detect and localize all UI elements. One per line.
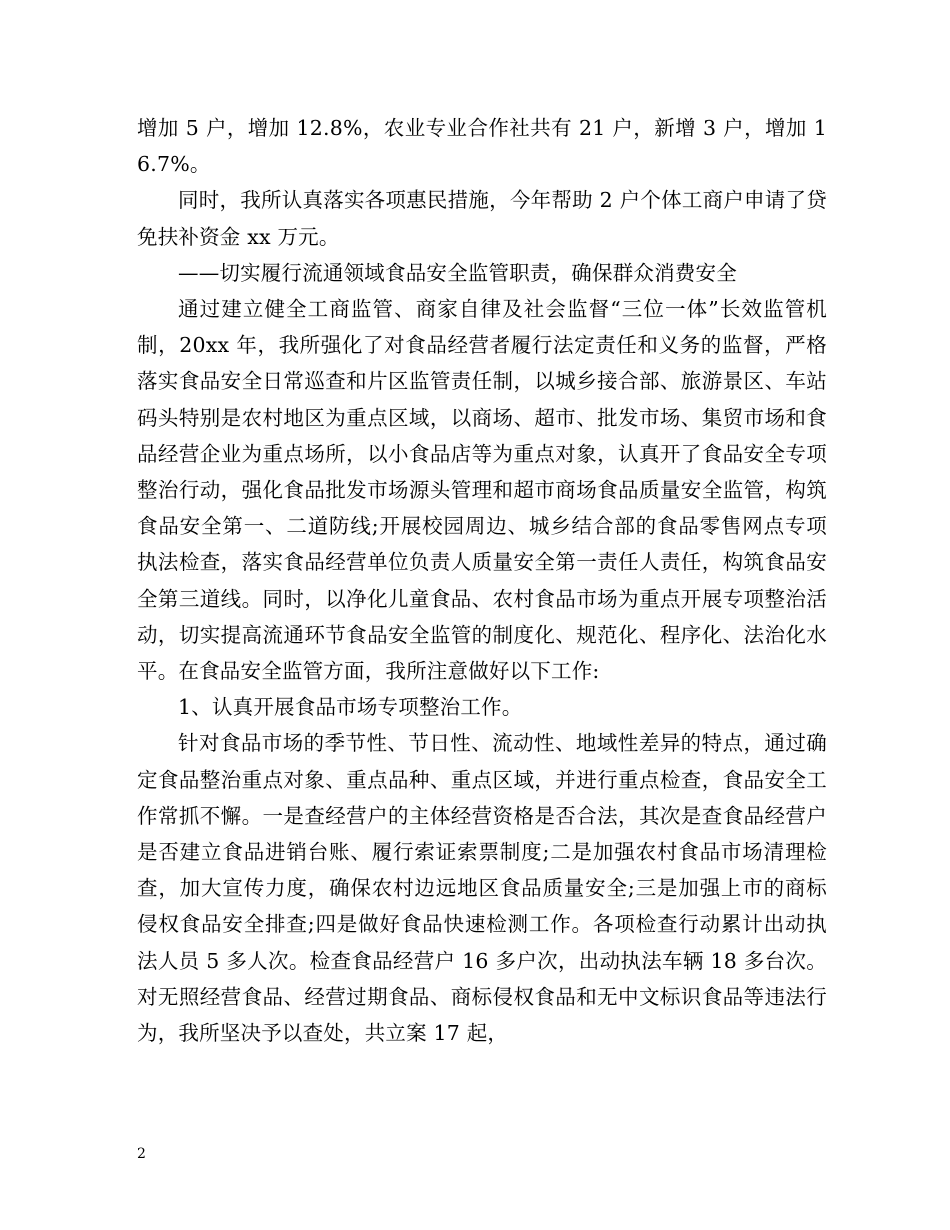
paragraph-statistics-continued: 增加 5 户，增加 12.8%，农业专业合作社共有 21 户，新增 3 户，增加 16.7%。 [137, 116, 827, 177]
section-heading-food-safety: ——切实履行流通领域食品安全监管职责，确保群众消费安全 [178, 260, 737, 285]
paragraph-loan-support: 同时，我所认真落实各项惠民措施，今年帮助 2 户个体工商户申请了贷免扶补资金 xx 万元。 [137, 188, 827, 249]
page-number: 2 [137, 1146, 146, 1162]
subheading-market-rectification: 1、认真开展食品市场专项整治工作。 [178, 695, 523, 720]
body-text [137, 110, 827, 1051]
paragraph-inspection-actions: 针对食品市场的季节性、节日性、流动性、地域性差异的特点，通过确定食品整治重点对象、重点品种、重点区域，并进行重点检查，食品安全工作常抓不懈。一是查经营户的主体经营资格是否合法，其次是查食品经营户是否建立食品进销台账、履行索证索票制度;二是加强农村食品市场清理检查，加大宣传力度，确保农村边远地区食品质量安全;三是加强上市的商标侵权食品安全排查;四是做好食品快速检测工作。各项检查行动累计出动执法人员 5 多人次。检查食品经营户 16 多户次，出动执法车辆 18 多台次。对无照经营食品、经营过期食品、商标侵权食品和无中文标识食品等违法行为，我所坚决予以查处，共立案 17 起， [137, 731, 827, 1046]
paragraph-supervision-mechanism: 通过建立健全工商监管、商家自律及社会监督“三位一体”长效监管机制，20xx 年，我所强化了对食品经营者履行法定责任和义务的监督，严格落实食品安全日常巡查和片区监管责任制，以城乡接合部、旅游景区、车站码头特别是农村地区为重点区域，以商场、超市、批发市场、集贸市场和食品经营企业为重点场所，以小食品店等为重点对象，认真开了食品安全专项整治行动，强化食品批发市场源头管理和超市商场食品质量安全监管，构筑食品安全第一、二道防线;开展校园周边、城乡结合部的食品零售网点专项执法检查，落实食品经营单位负责人质量安全第一责任人责任，构筑食品安全第三道线。同时，以净化儿童食品、农村食品市场为重点开展专项整治活动，切实提高流通环节食品安全监管的制度化、规范化、程序化、法治化水平。在食品安全监管方面，我所注意做好以下工作: [137, 297, 827, 684]
